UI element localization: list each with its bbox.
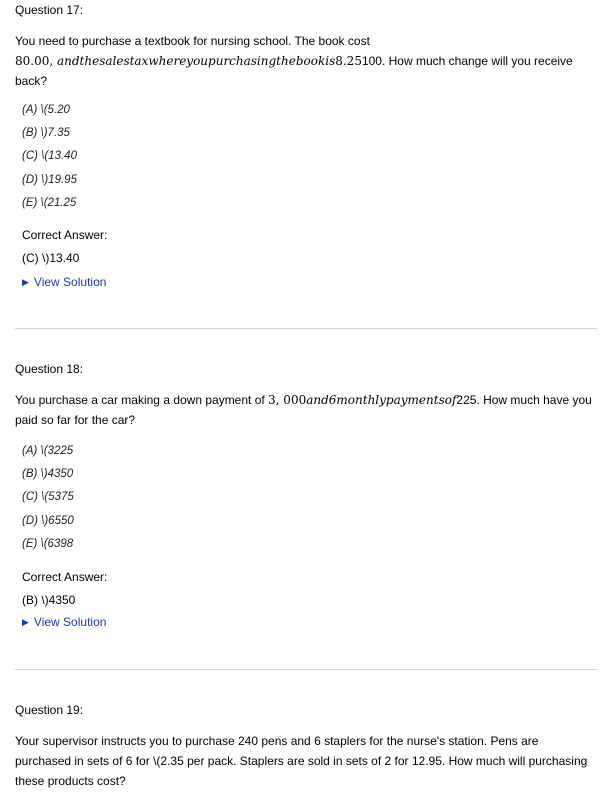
question-17-line-1: You need to purchase a textbook for nursing school. The book cost [15,34,370,48]
divider [15,328,597,329]
question-17-text [15,31,599,91]
question-18-title: Question 18: [15,362,84,376]
question-17-option-d: (D) \)19.95 [22,173,77,186]
question-17-line-3: back? [15,74,48,88]
question-17-math-plain: 80.00, [15,54,57,68]
question-18-correct-value: (B) \)4350 [22,593,76,607]
question-19-title: Question 19: [15,703,84,717]
question-18-options [22,443,74,559]
question-18-option-a: (A) \(3225 [22,445,74,457]
question-19-line-1: Your supervisor instructs you to purchase 240 pens and 6 staplers for the nurse's station. Pens are [15,734,539,748]
question-19-text [15,731,599,791]
question-17-math-italic: andthesalestaxwhereyoupurchasingthebookis [56,54,336,68]
question-17-option-a: (A) \(5.20 [22,104,70,116]
question-18-text-after: 225. How much have you [456,393,592,407]
question-17-options [22,102,77,218]
question-17-title: Question 17: [15,3,84,17]
question-18-text [15,390,599,430]
question-17-correct-label: Correct Answer: [22,228,108,242]
question-18-text-before: You purchase a car making a down payment of [15,393,269,407]
divider [15,669,597,670]
question-18-math-plain: 3, 000 [268,393,307,407]
question-17-correct-value: (C) \)13.40 [22,251,80,265]
question-18-view-solution[interactable] [22,615,106,629]
disclosure-triangle-icon: ▶ [22,617,29,627]
question-18-math-italic: and6monthlypaymentsof [306,393,457,407]
question-19-line-3: these products cost? [15,774,126,788]
disclosure-triangle-icon: ▶ [22,277,29,287]
question-17-option-c: (C) \(13.40 [22,150,77,163]
question-18-option-d: (D) \)6550 [22,514,74,527]
question-17-view-solution-label: View Solution [33,275,107,289]
question-18-option-e: (E) \(6398 [22,537,74,550]
question-18-option-c: (C) \(5375 [22,491,74,504]
question-18-line-2: paid so far for the car? [15,413,136,427]
question-19-line-2: purchased in sets of 6 for \(2.35 per pack. Staplers are sold in sets of 2 for 12.95. How much will purchasing [15,754,588,768]
question-17-text-after: 100. How much change will you receive [361,54,573,68]
question-17-math-tail: 8.25 [335,54,362,68]
question-18-view-solution-label: View Solution [33,615,107,629]
question-17-line-2 [15,51,599,71]
question-17-option-b: (B) \)7.35 [22,127,70,140]
question-17-view-solution[interactable] [22,275,106,289]
question-18-option-b: (B) \)4350 [22,468,74,481]
question-17-option-e: (E) \(21.25 [22,196,77,209]
question-18-correct-label: Correct Answer: [22,570,108,584]
question-18-line-1 [15,390,599,410]
